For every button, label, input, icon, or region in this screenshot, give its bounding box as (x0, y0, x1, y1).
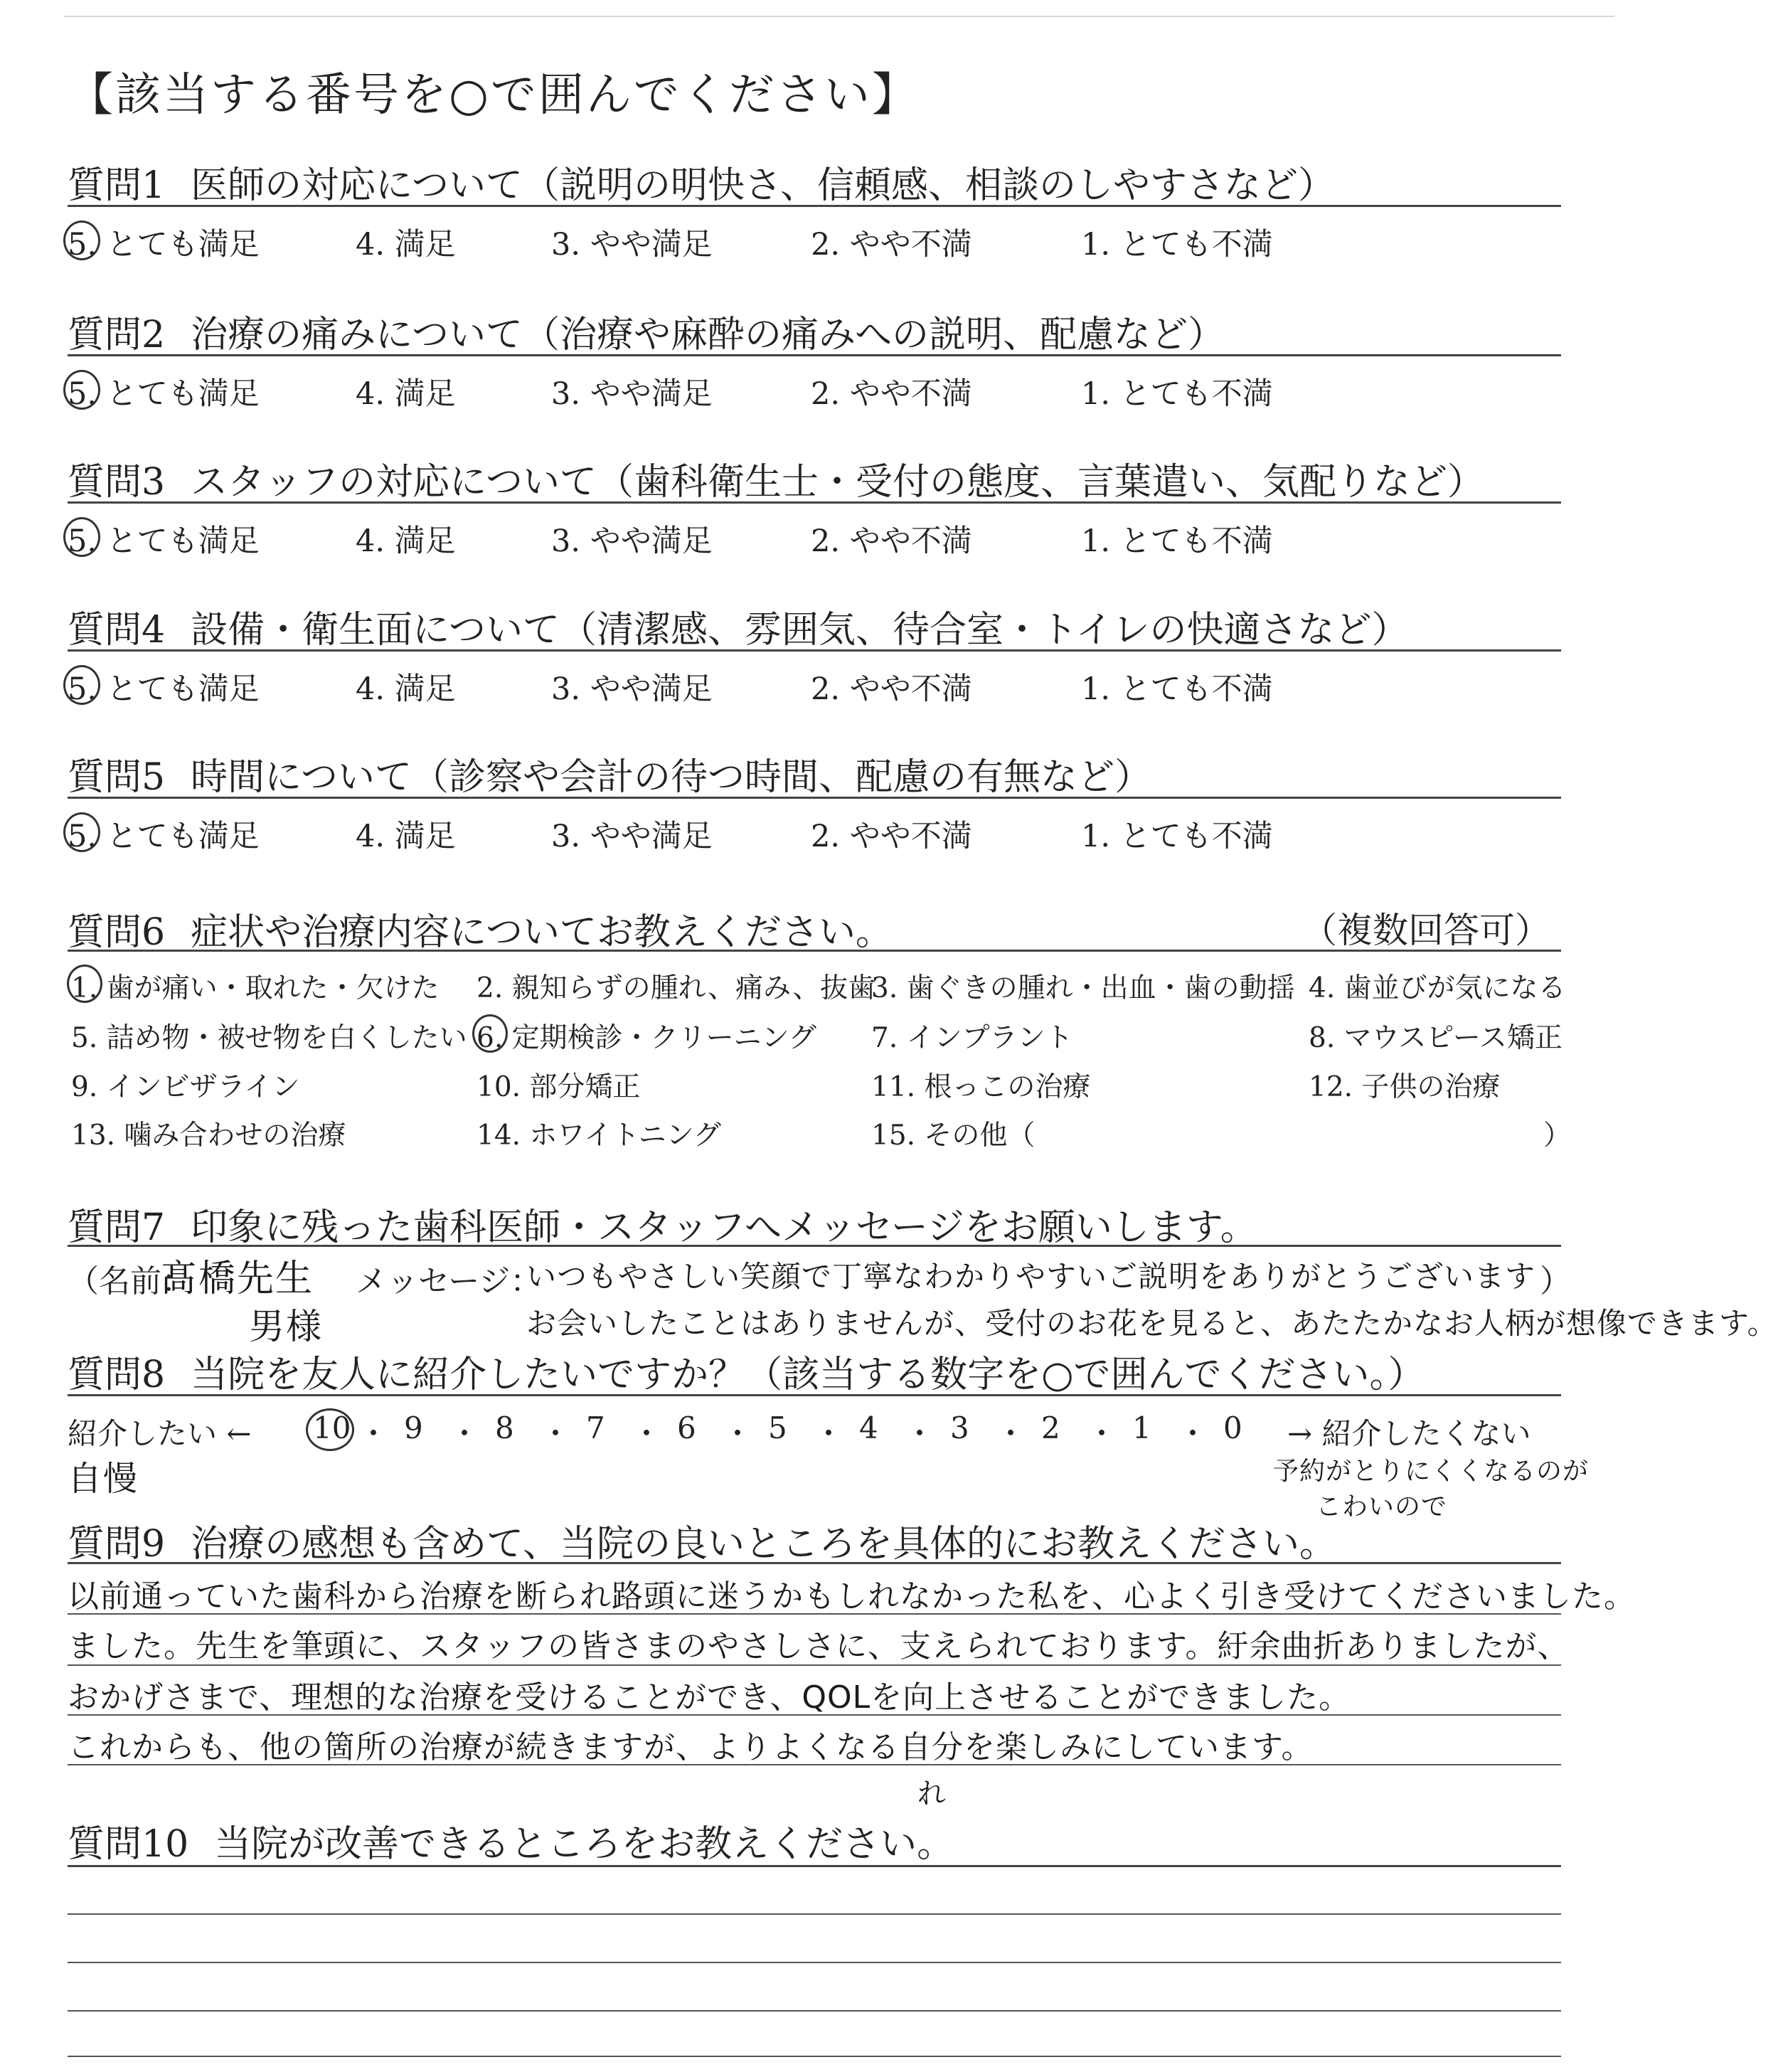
q5-option[interactable]: 5. とても満足 (68, 819, 260, 854)
q2-title (68, 304, 1225, 358)
q9-handwritten-line-3: おかげさまで、理想的な治療を受けることができ、QOLを向上させることができました。 (68, 1679, 1351, 1716)
q6-option[interactable]: 15. その他（ (871, 1120, 1036, 1152)
q7-title (68, 1197, 1257, 1250)
q8-scale-number[interactable]: 9 (404, 1410, 423, 1445)
q1-number: 質問1 (68, 164, 166, 207)
q5-text: 時間について（診察や会計の待つ時間、配慮の有無など） (191, 756, 1152, 799)
q8-scale-number[interactable]: 10 (313, 1410, 351, 1445)
q3-number: 質問3 (68, 461, 166, 504)
q1-rule (68, 205, 1561, 207)
q9-text: 治療の感想も含めて、当院の良いところを具体的にお教えください。 (191, 1523, 1337, 1566)
page-title: 【該当する番号を○で囲んでください】 (68, 69, 920, 122)
q1-option[interactable]: 1. とても不満 (1081, 227, 1273, 262)
q9-insert-note: れ (917, 1778, 947, 1810)
q2-number: 質問2 (68, 314, 166, 356)
q8-scale-dot: ・ (1178, 1416, 1208, 1451)
q4-option[interactable]: 3. やや満足 (551, 671, 713, 707)
q8-scale-number[interactable]: 7 (586, 1410, 605, 1445)
q3-option[interactable]: 2. やや不満 (811, 524, 972, 559)
q5-rule (68, 797, 1561, 799)
q2-option[interactable]: 1. とても不満 (1081, 376, 1273, 412)
q8-scale-number[interactable]: 0 (1223, 1410, 1242, 1445)
q4-number: 質問4 (68, 609, 166, 652)
q5-option[interactable]: 4. 満足 (356, 819, 456, 854)
q8-scale-number[interactable]: 4 (859, 1410, 878, 1445)
q1-option[interactable]: 5. とても満足 (68, 227, 260, 262)
q10-rule (68, 1865, 1561, 1867)
q8-scale-number[interactable]: 3 (950, 1410, 969, 1445)
q1-option[interactable]: 3. やや満足 (551, 227, 713, 262)
q3-option[interactable]: 3. やや満足 (551, 524, 713, 559)
q9-rule (68, 1562, 1561, 1564)
q8-scale-dot: ・ (814, 1416, 844, 1451)
q8-scale-dot: ・ (632, 1416, 662, 1451)
q10-writing-line[interactable] (68, 2056, 1561, 2057)
q7-name-handwritten: 髙橋先生 (160, 1258, 314, 1300)
q6-option[interactable]: 4. 歯並びが気になる (1309, 972, 1566, 1004)
q7-name-handwritten-2: 男様 (249, 1306, 323, 1347)
q1-title (68, 155, 1335, 208)
q8-scale-dot: ・ (449, 1416, 480, 1451)
q8-title (68, 1344, 1425, 1398)
q5-option[interactable]: 3. やや満足 (551, 819, 713, 854)
q6-option[interactable]: ） (1543, 1120, 1572, 1152)
q5-title (68, 747, 1151, 800)
q5-option[interactable]: 2. やや不満 (811, 819, 972, 854)
q10-number: 質問10 (68, 1823, 189, 1866)
q6-option[interactable]: 9. インビザライン (71, 1071, 300, 1103)
q3-text: スタッフの対応について（歯科衛生士・受付の態度、言葉遣い、気配りなど） (191, 461, 1485, 504)
q2-rule (68, 354, 1561, 356)
q10-title (68, 1814, 954, 1867)
q10-writing-line[interactable] (68, 1962, 1561, 1963)
q4-option[interactable]: 5. とても満足 (68, 671, 260, 707)
q2-text: 治療の痛みについて（治療や麻酔の痛みへの説明、配慮など） (191, 314, 1225, 356)
q10-text: 当院が改善できるところをお教えください。 (214, 1823, 954, 1866)
q2-option[interactable]: 3. やや満足 (551, 376, 713, 412)
q8-scale-dot: ・ (996, 1416, 1026, 1451)
q9-handwritten-line-4: これからも、他の箇所の治療が続きますが、よりよくなる自分を楽しみにしています。 (68, 1729, 1314, 1765)
q10-writing-line[interactable] (68, 2010, 1561, 2012)
q8-scale-dot: ・ (1087, 1416, 1117, 1451)
q4-option[interactable]: 1. とても不満 (1081, 671, 1273, 707)
q2-option[interactable]: 5. とても満足 (68, 376, 260, 412)
q10-writing-line[interactable] (68, 1913, 1561, 1915)
q5-option[interactable]: 1. とても不満 (1081, 819, 1273, 854)
q8-text: 当院を友人に紹介したいですか？（該当する数字を○で囲んでください。） (191, 1354, 1425, 1396)
q6-option[interactable]: 12. 子供の治療 (1309, 1071, 1501, 1103)
q6-number: 質問6 (68, 911, 166, 954)
q8-scale-number[interactable]: 1 (1132, 1410, 1151, 1445)
q8-scale-dot: ・ (723, 1416, 753, 1451)
q8-number: 質問8 (68, 1354, 166, 1396)
q7-number: 質問7 (68, 1206, 166, 1249)
q4-text: 設備・衛生面について（清潔感、雰囲気、待合室・トイレの快適さなど） (191, 609, 1409, 652)
top-border (64, 16, 1614, 17)
q6-option[interactable]: 3. 歯ぐきの腫れ・出血・歯の動揺 (871, 972, 1295, 1004)
q1-option[interactable]: 2. やや不満 (811, 227, 972, 262)
q4-option[interactable]: 4. 満足 (356, 671, 456, 707)
q6-option[interactable]: 8. マウスピース矯正 (1309, 1022, 1563, 1054)
q9-handwritten-line-1: 以前通っていた歯科から治療を断られ路頭に迷うかもしれなかった私を、心よく引き受けてくださいました。 (68, 1578, 1636, 1615)
q3-title (68, 452, 1484, 505)
q8-scale-dot: ・ (905, 1416, 935, 1451)
q6-option[interactable]: 10. 部分矯正 (477, 1071, 641, 1103)
q3-option[interactable]: 1. とても不満 (1081, 524, 1273, 559)
q6-option[interactable]: 14. ホワイトニング (477, 1120, 721, 1152)
q6-option[interactable]: 1. 歯が痛い・取れた・欠けた (71, 972, 440, 1004)
q8-scale-number[interactable]: 5 (768, 1410, 787, 1445)
q1-option[interactable]: 4. 満足 (356, 227, 456, 262)
q8-scale-number[interactable]: 8 (495, 1410, 514, 1445)
q8-note-right-1: 予約がとりにくくなるのが (1273, 1457, 1590, 1486)
q8-scale-number[interactable]: 2 (1041, 1410, 1060, 1445)
q8-scale-dot: ・ (541, 1416, 571, 1451)
q7-name-label: （名前： (68, 1263, 193, 1300)
q9-handwritten-line-2: ました。先生を筆頭に、スタッフの皆さまのやさしさに、支えられております。紆余曲折ありましたが、 (68, 1628, 1570, 1664)
q7-message-line-2: お会いしたことはありませんが、受付のお花を見ると、あたたかなお人柄が想像できます。 (526, 1306, 1778, 1341)
q4-title (68, 600, 1408, 653)
q6-option[interactable]: 7. インプラント (871, 1022, 1073, 1054)
q8-right-label: → 紹介したくない (1287, 1416, 1531, 1451)
q7-message-label: メッセージ： (356, 1263, 542, 1300)
q8-scale-dot: ・ (358, 1416, 389, 1451)
q4-rule (68, 649, 1561, 652)
q6-text: 症状や治療内容についてお教えください。 (191, 911, 893, 954)
q1-text: 医師の対応について（説明の明快さ、信頼感、相談のしやすさなど） (191, 164, 1335, 207)
q7-text: 印象に残った歯科医師・スタッフへメッセージをお願いします。 (191, 1206, 1257, 1249)
q9-number: 質問9 (68, 1523, 166, 1566)
q4-option[interactable]: 2. やや不満 (811, 671, 972, 707)
q6-rule (68, 950, 1561, 952)
q8-scale-number[interactable]: 6 (677, 1410, 696, 1445)
q8-note-left: 自慢 (68, 1459, 139, 1499)
q2-option[interactable]: 4. 満足 (356, 376, 456, 412)
q8-left-label: 紹介したい ← (68, 1416, 252, 1451)
q6-option[interactable]: 5. 詰め物・被せ物を白くしたい (71, 1022, 467, 1054)
q6-option[interactable]: 11. 根っこの治療 (871, 1071, 1091, 1103)
q8-rule (68, 1394, 1561, 1396)
q3-option[interactable]: 4. 満足 (356, 524, 456, 559)
q3-option[interactable]: 5. とても満足 (68, 524, 260, 559)
q7-close-paren: ） (1540, 1263, 1571, 1300)
q6-multiple-note: （複数回答可） (1301, 910, 1550, 951)
q6-option[interactable]: 2. 親知らずの腫れ、痛み、抜歯 (477, 972, 876, 1004)
q2-option[interactable]: 2. やや不満 (811, 376, 972, 412)
q5-number: 質問5 (68, 756, 166, 799)
q7-rule (68, 1245, 1561, 1247)
q6-title (68, 902, 893, 955)
q9-title (68, 1514, 1336, 1567)
q7-message-line-1: いつもやさしい笑顔で丁寧なわかりやすいご説明をありがとうございます (526, 1259, 1536, 1294)
q8-note-right-2: こわいので (1316, 1492, 1448, 1521)
q3-rule (68, 501, 1561, 504)
q6-option[interactable]: 6. 定期検診・クリーニング (477, 1022, 816, 1054)
q6-option[interactable]: 13. 噛み合わせの治療 (71, 1120, 346, 1152)
